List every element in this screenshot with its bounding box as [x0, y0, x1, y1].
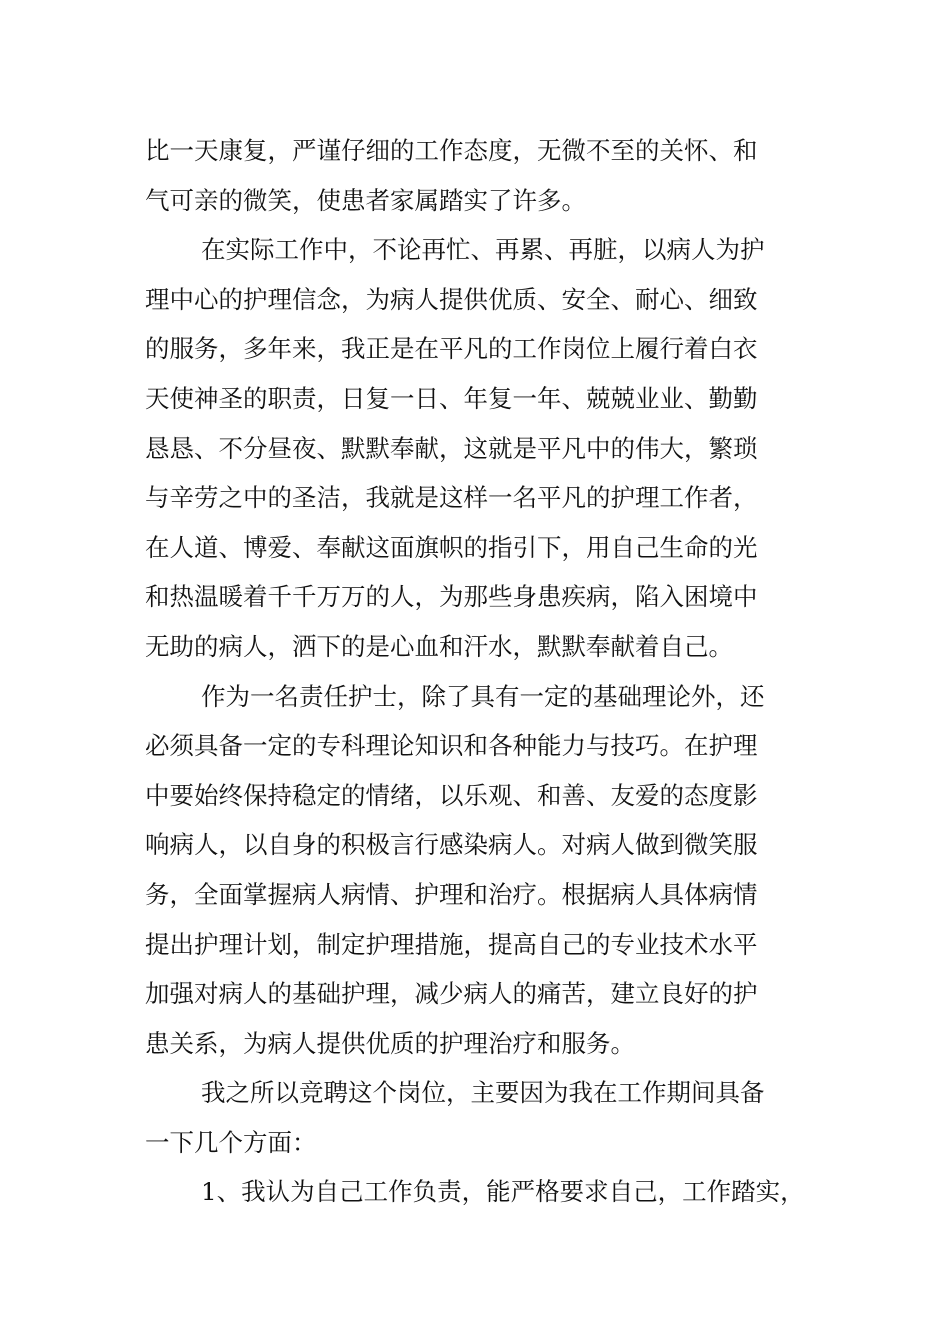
text-line: 气可亲的微笑，使患者家属踏实了许多。 [145, 185, 586, 215]
text-line: 患关系，为病人提供优质的护理治疗和服务。 [145, 1028, 635, 1058]
text-line: 与辛劳之中的圣洁，我就是这样一名平凡的护理工作者， [145, 483, 758, 513]
text-line: 在人道、博爱、奉献这面旗帜的指引下，用自己生命的光 [145, 532, 758, 562]
text-line: 响病人，以自身的积极言行感染病人。对病人做到微笑服 [145, 830, 758, 860]
text-line: 恳恳、不分昼夜、默默奉献，这就是平凡中的伟大，繁琐 [145, 433, 758, 463]
paragraph-start-line: 我之所以竞聘这个岗位，主要因为我在工作期间具备 [201, 1078, 765, 1108]
text-line: 中要始终保持稳定的情绪，以乐观、和善、友爱的态度影 [145, 780, 758, 810]
text-line: 天使神圣的职责，日复一日、年复一年、兢兢业业、勤勤 [145, 383, 758, 413]
body-text [145, 126, 845, 1217]
paragraph-start-line: 作为一名责任护士，除了具有一定的基础理论外，还 [201, 681, 765, 711]
list-item-line: 1、我认为自己工作负责，能严格要求自己，工作踏实， [201, 1177, 805, 1207]
text-line: 加强对病人的基础护理，减少病人的痛苦，建立良好的护 [145, 979, 758, 1009]
text-line: 一下几个方面： [145, 1127, 317, 1157]
text-line: 提出护理计划，制定护理措施，提高自己的专业技术水平 [145, 929, 758, 959]
text-line: 无助的病人，洒下的是心血和汗水，默默奉献着自己。 [145, 631, 733, 661]
text-line: 必须具备一定的专科理论知识和各种能力与技巧。在护理 [145, 731, 758, 761]
text-line: 和热温暖着千千万万的人，为那些身患疾病，陷入困境中 [145, 582, 758, 612]
paragraph-start-line: 在实际工作中，不论再忙、再累、再脏，以病人为护 [201, 235, 765, 265]
text-line: 理中心的护理信念，为病人提供优质、安全、耐心、细致 [145, 284, 758, 314]
text-line: 的服务，多年来，我正是在平凡的工作岗位上履行着白衣 [145, 334, 758, 364]
text-line: 务，全面掌握病人病情、护理和治疗。根据病人具体病情 [145, 879, 758, 909]
text-line: 比一天康复，严谨仔细的工作态度，无微不至的关怀、和 [145, 136, 758, 165]
